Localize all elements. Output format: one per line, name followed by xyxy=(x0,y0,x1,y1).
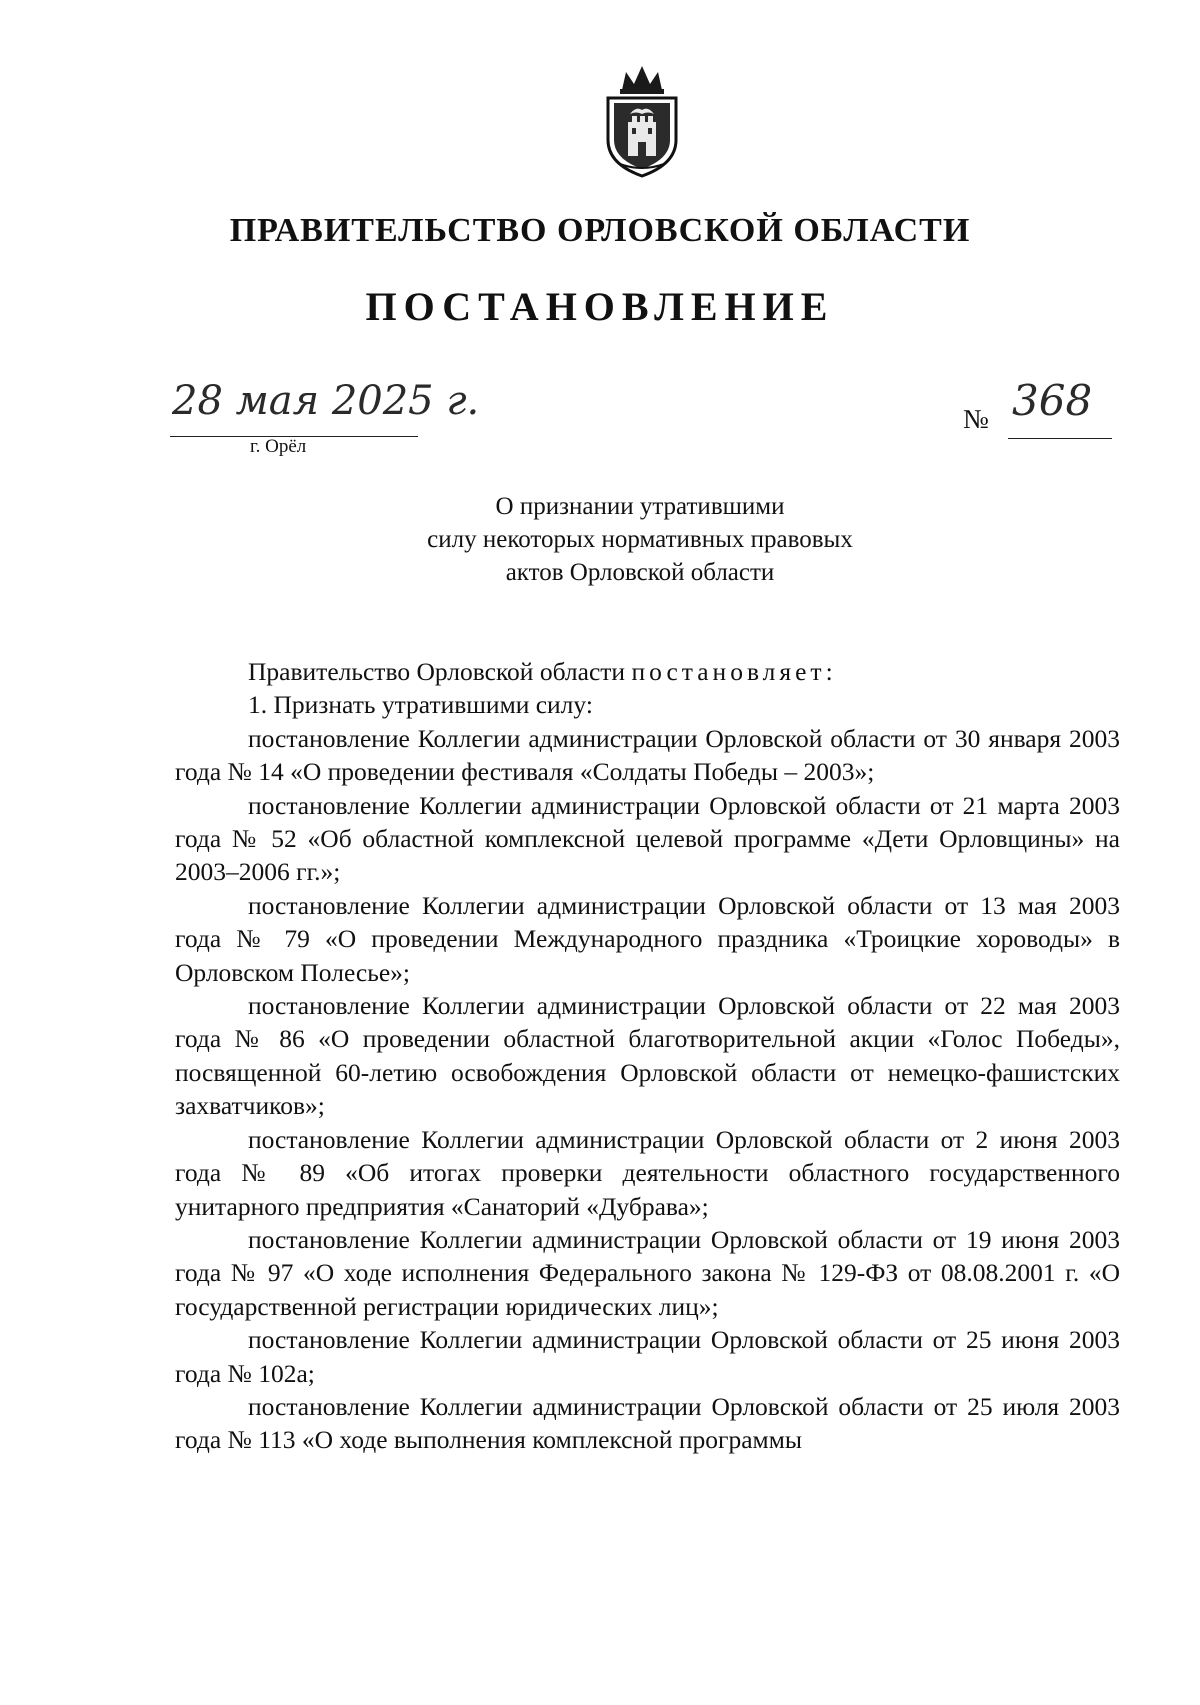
document-body xyxy=(175,655,1120,1457)
date-block xyxy=(170,378,480,458)
handwritten-number: 368 xyxy=(1012,376,1093,425)
document-type-heading: ПОСТАНОВЛЕНИЕ xyxy=(365,284,835,329)
repealed-act-paragraph: постановление Коллегии администрации Орловской области от 25 июля 2003 года № 113 «О ходе выполнения комплексной программы xyxy=(175,1391,1120,1455)
subject-line: О признании утратившими xyxy=(495,493,785,520)
city-label: г. Орёл xyxy=(250,436,307,457)
repealed-act-paragraph: постановление Коллегии администрации Орловской области от 21 марта 2003 года № 52 «Об областной комплексной целевой программе «Дети Орловщины» на 2003–2006 гг.»; xyxy=(175,790,1120,887)
subject-line: актов Орловской области xyxy=(505,559,775,586)
preamble-text: Правительство Орловской области xyxy=(248,657,632,686)
repealed-act-paragraph: постановление Коллегии администрации Орловской области от 13 мая 2003 года № 79 «О проведении Международного праздника «Троицкие хороводы» в Орловском Полесье»; xyxy=(175,890,1120,987)
repealed-act-paragraph: постановление Коллегии администрации Орловской области от 19 июня 2003 года № 97 «О ходе исполнения Федерального закона № 129-ФЗ от 08.08.2001 г. «О государственной регистрации юридических лиц»; xyxy=(175,1224,1120,1321)
number-underline xyxy=(1008,438,1112,439)
preamble-colon: : xyxy=(825,657,833,686)
handwritten-date: 28 мая 2025 г. xyxy=(172,378,480,424)
number-sign: № xyxy=(963,404,989,434)
repealed-act-paragraph: постановление Коллегии администрации Орловской области от 2 июня 2003 года № 89 «Об итогах проверки деятельности областного государственного унитарного предприятия «Санаторий «Дубрава»; xyxy=(175,1124,1120,1221)
coat-of-arms-emblem xyxy=(592,60,692,180)
preamble-verb: постановляет xyxy=(631,657,826,686)
repealed-act-paragraph: постановление Коллегии администрации Орловской области от 30 января 2003 года № 14 «О проведении фестиваля «Солдаты Победы – 2003»; xyxy=(175,723,1120,787)
document-number-block xyxy=(960,378,1120,448)
repealed-act-paragraph: постановление Коллегии администрации Орловской области от 22 мая 2003 года № 86 «О проведении областной благотворительной акции «Голос Победы», посвященной 60-летию освобождения Орловской области от немецко-фашистских захватчиков»; xyxy=(175,991,1120,1121)
repealed-act-paragraph: постановление Коллегии администрации Орловской области от 25 июня 2003 года № 102а; xyxy=(175,1325,1120,1388)
item-1-heading: 1. Признать утратившими силу: xyxy=(248,690,593,720)
subject-line: силу некоторых нормативных правовых xyxy=(427,526,853,553)
organization-name: ПРАВИТЕЛЬСТВО ОРЛОВСКОЙ ОБЛАСТИ xyxy=(229,212,971,249)
preamble xyxy=(175,655,1120,688)
document-subject xyxy=(300,490,980,589)
